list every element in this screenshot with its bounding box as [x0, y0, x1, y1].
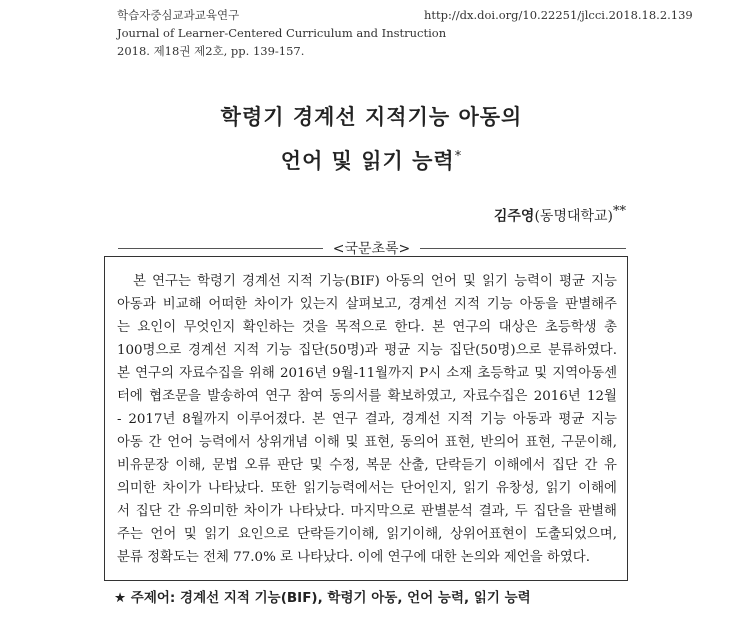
author-footnote-mark: ** — [613, 204, 626, 219]
abstract-line: 아동과 비교해 어떠한 차이가 있는지 살펴보고, 경계선 지적 기능 아동을 판별해주 — [117, 297, 617, 312]
abstract-label: <국문초록> — [323, 241, 421, 257]
issue-info: 2018. 제18권 제2호, pp. 139-157. — [117, 44, 305, 58]
journal-name-english: Journal of Learner-Centered Curriculum and Instruction — [117, 26, 447, 40]
abstract-line: 100명으로 경계선 지적 기능 집단(50명)과 평균 지능 집단(50명)으로 분류하였다. — [117, 343, 617, 358]
paper-title-line2-text: 언어 및 읽기 능력 — [280, 149, 455, 173]
title-footnote-mark: * — [454, 149, 463, 164]
abstract-line: 본 연구의 자료수집을 위해 2016년 9월-11월까지 P시 소재 초등학교 및 지역아동센 — [117, 366, 617, 381]
keywords: ★ 주제어: 경계선 지적 기능(BIF), 학령기 아동, 언어 능력, 읽기 능력 — [114, 590, 531, 606]
abstract-line: 서 집단 간 유의미한 차이가 나타났다. 마지막으로 판별분석 결과, 두 집단을 판별해 — [117, 504, 617, 519]
author-name: 김주영 — [493, 208, 535, 225]
author-affiliation: (동명대학교) — [534, 208, 613, 225]
journal-header — [117, 6, 446, 60]
abstract-line: - 2017년 8월까지 이루어졌다. 본 연구 결과, 경계선 지적 기능 아동과 평균 지능 — [117, 412, 617, 427]
paper-title-line2 — [0, 145, 743, 175]
abstract-line: 터에 협조문을 발송하여 연구 참여 동의서를 확보하였고, 자료수집은 2016년 12월 — [117, 389, 617, 404]
abstract-line: 분류 정확도는 전체 77.0% 로 나타났다. 이에 연구에 대한 논의와 제언을 하였다. — [117, 550, 590, 565]
abstract-label-wrap — [0, 238, 743, 258]
abstract-line: 본 연구는 학령기 경계선 지적 기능(BIF) 아동의 언어 및 읽기 능력이 평균 지능 — [133, 274, 617, 289]
journal-name-korean: 학습자중심교과교육연구 — [117, 8, 240, 22]
author-line — [494, 204, 626, 226]
abstract-line: 는 요인이 무엇인지 확인하는 것을 목적으로 한다. 본 연구의 대상은 초등학생 총 — [117, 320, 617, 335]
paper-title-line1: 학령기 경계선 지적기능 아동의 — [220, 105, 523, 129]
abstract-line: 비유문장 이해, 문법 오류 판단 및 수정, 복문 산출, 단락듣기 이해에서 집단 간 유 — [117, 458, 617, 473]
abstract-line: 의미한 차이가 나타났다. 또한 읽기능력에서는 단어인지, 읽기 유창성, 읽기 이해에 — [117, 481, 617, 496]
abstract-line: 아동 간 언어 능력에서 상위개념 이해 및 표현, 동의어 표현, 반의어 표현, 구문이해, — [117, 435, 617, 450]
doi-link[interactable]: http://dx.doi.org/10.22251/jlcci.2018.18.2.139 — [424, 8, 693, 22]
abstract-line: 주는 언어 및 읽기 요인으로 단락듣기이해, 읽기이해, 상위어표현이 도출되었으며, — [117, 527, 617, 542]
